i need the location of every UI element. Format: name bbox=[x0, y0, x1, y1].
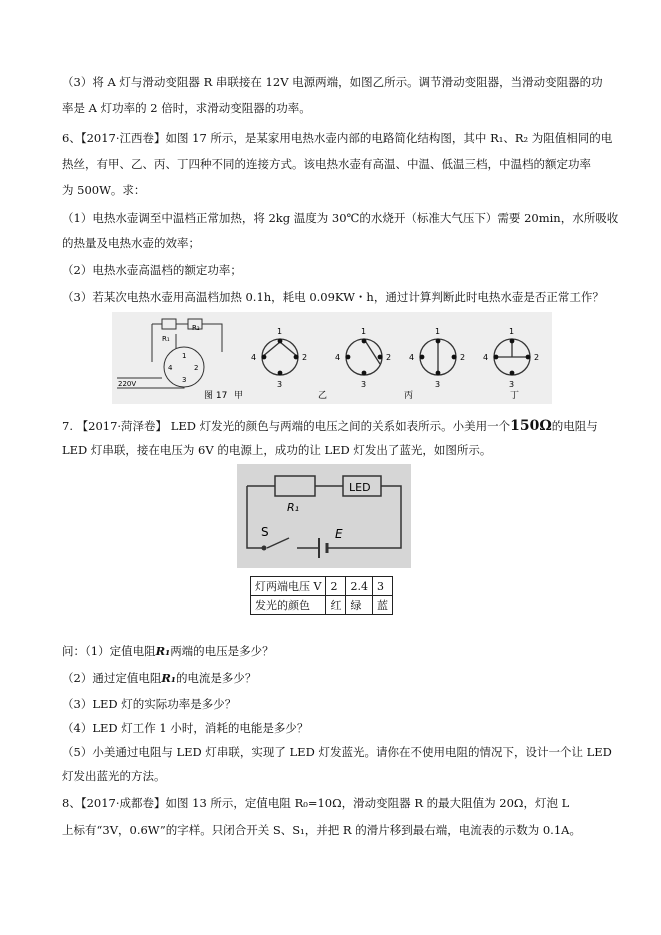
text-line: （5）小美通过电阻与 LED 灯串联，实现了 LED 灯发蓝光。请你在不使用电阻的情况下，设计一个让 LED bbox=[62, 745, 612, 759]
terminal-label: 2 bbox=[534, 353, 540, 362]
r1-symbol: R₁ bbox=[155, 644, 171, 658]
switch-label: S bbox=[261, 525, 269, 539]
diagram-label-ding: 丁 bbox=[510, 391, 520, 401]
text-line: （2）电热水壶高温档的额定功率； bbox=[62, 263, 242, 277]
terminal-label: 4 bbox=[483, 353, 489, 362]
table-cell: 蓝 bbox=[372, 596, 392, 615]
table-cell: 3 bbox=[372, 577, 392, 596]
text-line: 的热量及电热水壶的效率； bbox=[62, 236, 200, 250]
led-circuit-diagram bbox=[237, 464, 411, 568]
text-span: （2）通过定值电阻 bbox=[62, 671, 162, 685]
diagram-label-yi: 乙 bbox=[318, 391, 328, 401]
led-label: LED bbox=[349, 481, 371, 494]
source-label: E bbox=[335, 527, 343, 541]
terminal-label: 4 bbox=[251, 353, 257, 362]
voltage-label: 220V bbox=[118, 380, 137, 388]
terminal-label: 1 bbox=[509, 327, 515, 336]
figure-17-diagram bbox=[112, 312, 552, 404]
text-line: （3）若某次电热水壶用高温档加热 0.1h，耗电 0.09KW・h，通过计算判断此时电热水壶是否正常工作？ bbox=[62, 290, 604, 304]
text-line: 热丝，有甲、乙、丙、丁四种不同的连接方式。该电热水壶有高温、中温、低温三档，中温档的额定功率 bbox=[62, 157, 591, 171]
text-span: 7. 【2017·菏泽卷】 LED 灯发光的颜色与两端的电压之间的关系如表所示。小美用一个 bbox=[62, 419, 511, 433]
voltage-color-table bbox=[250, 576, 393, 615]
resistor-label: R₁ bbox=[287, 501, 300, 514]
table-row bbox=[251, 577, 393, 596]
text-span: 两端的电压是多少？ bbox=[170, 644, 274, 658]
terminal-label: 3 bbox=[277, 380, 283, 389]
text-line: 灯发出蓝光的方法。 bbox=[62, 769, 166, 783]
text-line: LED 灯串联，接在电压为 6V 的电源上，成功的让 LED 灯发出了蓝光，如图所示。 bbox=[62, 443, 492, 457]
terminal-label: 1 bbox=[277, 327, 283, 336]
text-line: （4）LED 灯工作 1 小时，消耗的电能是多少？ bbox=[62, 721, 309, 735]
terminal-label: 2 bbox=[194, 364, 199, 372]
text-span: 问：（1）定值电阻 bbox=[62, 644, 156, 658]
terminal-label: 3 bbox=[509, 380, 515, 389]
terminal-label: 2 bbox=[302, 353, 308, 362]
r1-label: R₁ bbox=[162, 335, 170, 343]
text-line bbox=[62, 670, 256, 686]
table-header-cell: 灯两端电压 V bbox=[251, 577, 326, 596]
terminal-label: 4 bbox=[335, 353, 341, 362]
text-line: 率是 A 灯功率的 2 倍时，求滑动变阻器的功率。 bbox=[62, 101, 311, 115]
terminal-label: 4 bbox=[409, 353, 415, 362]
terminal-label: 4 bbox=[168, 364, 173, 372]
text-line: 上标有“3V，0.6W”的字样。只闭合开关 S、S₁，并把 R 的滑片移到最右端，电流表的示数为 0.1A。 bbox=[62, 823, 581, 837]
terminal-label: 3 bbox=[182, 376, 187, 384]
table-cell: 红 bbox=[326, 596, 346, 615]
text-line: （1）电热水壶调至中温档正常加热，将 2kg 温度为 30℃的水烧开（标准大气压下）需要 20min，水所吸收 bbox=[62, 211, 619, 225]
terminal-label: 2 bbox=[386, 353, 392, 362]
diagram-label-jia: 甲 bbox=[234, 391, 244, 401]
terminal-label: 3 bbox=[361, 380, 367, 389]
terminal-label: 2 bbox=[460, 353, 466, 362]
r1-symbol: R₁ bbox=[161, 671, 176, 685]
question-7-text bbox=[62, 418, 598, 434]
table-row bbox=[251, 596, 393, 615]
table-cell: 2 bbox=[326, 577, 346, 596]
figure-caption: 图 17 bbox=[204, 391, 228, 401]
terminal-label: 1 bbox=[435, 327, 441, 336]
text-line: 为 500W。求： bbox=[62, 183, 146, 197]
table-cell: 绿 bbox=[346, 596, 373, 615]
table-cell: 2.4 bbox=[346, 577, 373, 596]
terminal-label: 1 bbox=[361, 327, 367, 336]
text-line: （3）将 A 灯与滑动变阻器 R 串联接在 12V 电源两端，如图乙所示。调节滑动变阻器，当滑动变阻器的功 bbox=[62, 75, 603, 89]
text-line bbox=[62, 643, 274, 659]
question-6-text: 6、【2017·江西卷】如图 17 所示，是某家用电热水壶内部的电路简化结构图，其中 R₁、R₂ 为阻值相同的电 bbox=[62, 131, 613, 145]
text-line: （3）LED 灯的实际功率是多少？ bbox=[62, 697, 237, 711]
r2-label: R₂ bbox=[192, 324, 200, 332]
resistance-value: 150Ω bbox=[510, 418, 552, 434]
table-header-cell: 发光的颜色 bbox=[251, 596, 326, 615]
terminal-label: 1 bbox=[182, 352, 187, 360]
diagram-label-bing: 丙 bbox=[404, 391, 414, 401]
terminal-label: 3 bbox=[435, 380, 441, 389]
question-8-text: 8、【2017·成都卷】如图 13 所示，定值电阻 R₀=10Ω，滑动变阻器 R 的最大阻值为 20Ω，灯泡 L bbox=[62, 796, 570, 810]
text-span: 的电阻与 bbox=[551, 419, 598, 433]
text-span: 的电流是多少？ bbox=[175, 671, 257, 685]
